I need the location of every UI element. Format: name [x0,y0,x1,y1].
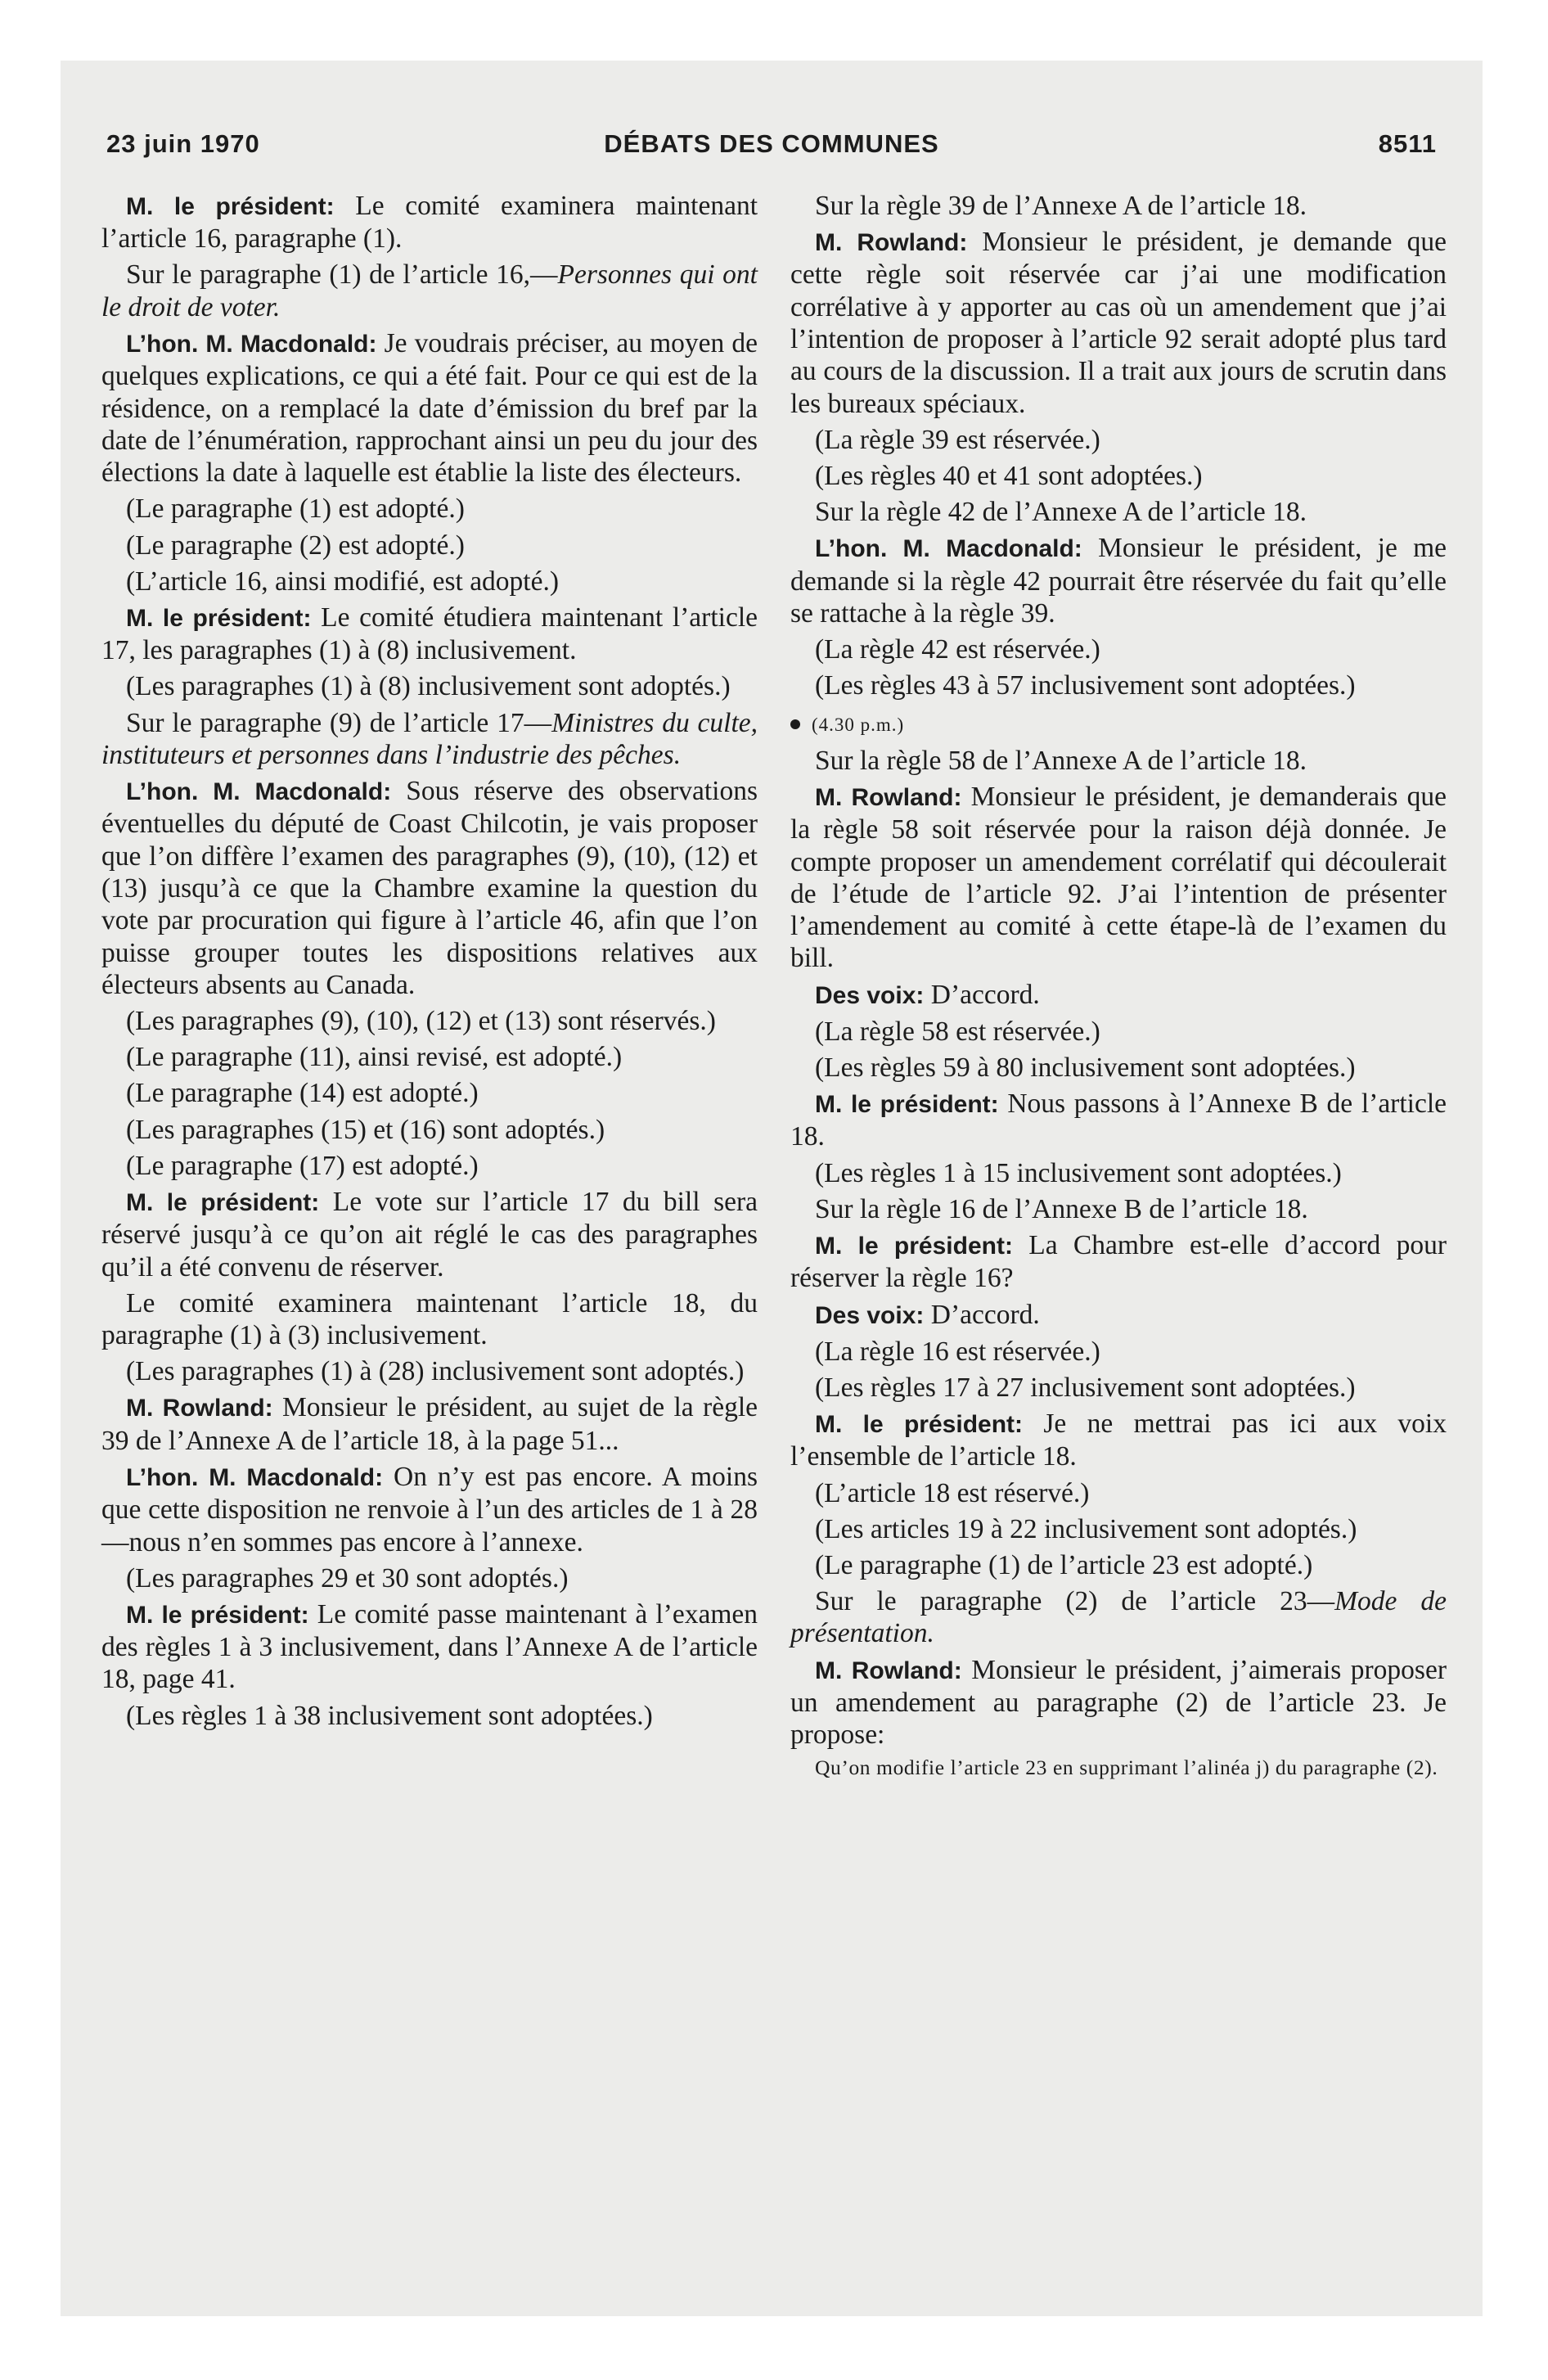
paragraph-text: (Les paragraphes (15) et (16) sont adoptés.) [126,1114,605,1145]
paragraph-text: Nous passons à l’Annexe B de l’article 18. [790,1089,1447,1152]
paragraph-text: Je voudrais préciser, au moyen de quelques explications, ce qui a été fait. Pour ce qui est de la résidence, on a remplacé la date d’émission du bref par la date de l’énumération, rapprochant ainsi un peu du jour des élections la date à laquelle est établie la liste des électeurs. [101,327,758,489]
document-page [61,61,1483,2316]
speaker-name: M. le président: [815,1233,1013,1260]
paragraph [101,493,758,525]
paragraph-text: Sur le paragraphe (1) de l’article 16,— [126,259,558,291]
paragraph [101,602,758,667]
paragraph-text: (Les règles 59 à 80 inclusivement sont adoptées.) [815,1053,1356,1083]
right-column [790,190,1447,1784]
speaker-name: M. le président: [126,604,312,632]
paragraph-text: Sur la règle 16 de l’Annexe B de l’article 18. [815,1193,1308,1224]
paragraph [790,669,1447,701]
paragraph-text: (Le paragraphe (1) de l’article 23 est adopté.) [815,1549,1313,1580]
paragraph-text: Sur le paragraphe (9) de l’article 17— [126,707,552,738]
paragraph [101,1700,758,1732]
paragraph-text: Sur le paragraphe (2) de l’article 23— [815,1586,1335,1617]
paragraph-text: (L’article 16, ainsi modifié, est adopté.) [126,566,560,597]
paragraph-text: (Les règles 43 à 57 inclusivement sont adoptées.) [815,670,1356,701]
paragraph [790,1549,1447,1581]
paragraph-text: Monsieur le président, au sujet de la règle 39 de l’Annexe A de l’article 18, à la page 51... [101,1392,758,1456]
italic-title: Personnes qui ont le droit de voter. [101,259,758,322]
paragraph-text: D’accord. [930,979,1040,1010]
paragraph-text: (Le paragraphe (14) est adopté.) [126,1078,479,1109]
speaker-name: L’hon. M. Macdonald: [815,535,1082,563]
paragraph [790,1052,1447,1084]
paragraph [790,1157,1447,1189]
paragraph [101,327,758,489]
paragraph [101,1562,758,1594]
paragraph [101,1598,758,1696]
speaker-name: L’hon. M. Macdonald: [126,330,377,358]
italic-title: Mode de présentation. [790,1586,1447,1649]
paragraph-text: (Les paragraphes (1) à (28) inclusivement sont adoptés.) [126,1356,745,1387]
paragraph-text: (Les paragraphes 29 et 30 sont adoptés.) [126,1562,569,1593]
paragraph-text: Sur la règle 58 de l’Annexe A de l’article 18. [815,745,1307,776]
paragraph [790,781,1447,975]
paragraph-text: (La règle 42 est réservée.) [815,634,1100,665]
paragraph-text: (L’article 18 est réservé.) [815,1477,1090,1508]
speaker-name: Des voix: [815,981,925,1009]
paragraph-text: (Le paragraphe (1) est adopté.) [126,494,465,525]
paragraph-text: Le comité étudiera maintenant l’article 17, les paragraphes (1) à (8) inclusivement. [101,602,758,666]
paragraph [790,532,1447,629]
paragraph-text: Monsieur le président, j’aimerais proposer un amendement au paragraphe (2) de l’article 23. Je propose: [790,1654,1447,1751]
paragraph-text: (Les règles 40 et 41 sont adoptées.) [815,461,1203,492]
paragraph-text: Sur la règle 39 de l’Annexe A de l’article 18. [815,191,1307,221]
paragraph [790,1229,1447,1295]
speaker-name: L’hon. M. Macdonald: [126,1463,384,1491]
timestamp [790,706,1447,741]
paragraph [790,1088,1447,1153]
paragraph [790,1336,1447,1368]
paragraph-text: Le comité examinera maintenant l’article 16, paragraphe (1). [101,191,758,255]
speaker-name: M. Rowland: [126,1395,273,1422]
paragraph [101,1114,758,1146]
paragraph-text: Monsieur le président, je demande que cette règle soit réservée car j’ai une modification corrélative à y apporter au cas où un amendement que j’ai l’intention de proposer à l’article 92 serait adopté plus tard au cours de la discussion. Il a trait aux jours de scrutin dans les bureaux spéciaux. [790,227,1447,419]
paragraph [101,1355,758,1387]
paragraph-text: D’accord. [930,1299,1040,1330]
paragraph-text: Monsieur le président, je me demande si la règle 42 pourrait être réservée du fait qu’elle se rattache à la règle 39. [790,533,1447,629]
header-title: DÉBATS DES COMMUNES [604,129,939,158]
paragraph [790,460,1447,492]
paragraph [101,707,758,772]
speaker-name: M. le président: [126,193,335,220]
paragraph [790,633,1447,665]
paragraph [790,1585,1447,1650]
paragraph-text: Je ne mettrai pas ici aux voix l’ensemble de l’article 18. [790,1409,1447,1472]
paragraph [790,1408,1447,1473]
paragraph [790,190,1447,222]
speaker-name: M. le président: [126,1188,320,1216]
motion-text [790,1755,1447,1780]
bullet-icon [790,719,800,729]
paragraph [790,1016,1447,1048]
paragraph [101,1150,758,1182]
italic-title: Ministres du culte, instituteurs et personnes dans l’industrie des pêches. [101,707,758,770]
paragraph [101,1391,758,1457]
left-column [101,190,758,1736]
timestamp-text: (4.30 p.m.) [812,714,905,735]
paragraph-text: (La règle 58 est réservée.) [815,1016,1100,1047]
paragraph [101,1287,758,1352]
paragraph-text: La Chambre est-elle d’accord pour réserver la règle 16? [790,1230,1447,1294]
paragraph [790,1193,1447,1225]
speaker-name: M. le président: [815,1411,1024,1439]
paragraph [101,566,758,597]
page-number: 8511 [1378,129,1437,158]
paragraph-text: Sous réserve des observations éventuelles du député de Coast Chilcotin, je vais proposer que l’on diffère l’examen des paragraphes (9), (10), (12) et (13) jusqu’à ce que la Chambre examine la question du vote par procuration qui figure à l’article 46, afin que l’on puisse grouper toutes les dispositions relatives aux électeurs absents au Canada. [101,776,758,1000]
motion-text-content: Qu’on modifie l’article 23 en supprimant l’alinéa j) du paragraphe (2). [815,1756,1438,1780]
paragraph [790,496,1447,528]
paragraph [790,1513,1447,1545]
paragraph-text: Le vote sur l’article 17 du bill sera réservé jusqu’à ce qu’on ait réglé le cas des paragraphes qu’il a été convenu de réserver. [101,1186,758,1282]
paragraph [790,1477,1447,1509]
paragraph-text: (Les règles 1 à 38 inclusivement sont adoptées.) [126,1700,653,1731]
paragraph [790,1654,1447,1751]
paragraph [790,424,1447,456]
paragraph-text: (Les paragraphes (9), (10), (12) et (13) sont réservés.) [126,1006,716,1037]
paragraph [790,979,1447,1012]
paragraph-text: (Le paragraphe (11), ainsi revisé, est adopté.) [126,1042,623,1073]
paragraph-text: (Les articles 19 à 22 inclusivement sont adoptés.) [815,1513,1357,1544]
speaker-name: M. le président: [126,1601,309,1629]
paragraph [101,190,758,255]
paragraph [101,1005,758,1037]
paragraph [101,670,758,702]
paragraph-text: Sur la règle 42 de l’Annexe A de l’article 18. [815,497,1307,528]
paragraph [790,226,1447,420]
paragraph-text: (Les paragraphes (1) à (8) inclusivement sont adoptés.) [126,671,731,702]
paragraph-text: (La règle 39 est réservée.) [815,424,1100,455]
paragraph-text: Monsieur le président, je demanderais que la règle 58 soit réservée pour la raison déjà donnée. Je compte proposer un amendement corrélatif qui découlerait de l’étude de l’article 92. J’ai l’intention de présenter l’amendement au comité à cette étape-là de l’examen du bill. [790,781,1447,974]
paragraph-text: (Les règles 17 à 27 inclusivement sont adoptées.) [815,1372,1356,1403]
paragraph [101,1461,758,1558]
speaker-name: M. Rowland: [815,1657,962,1684]
paragraph-text: Le comité examinera maintenant l’article 18, du paragraphe (1) à (3) inclusivement. [101,1287,758,1351]
speaker-name: M. Rowland: [815,229,968,257]
paragraph [101,1077,758,1109]
speaker-name: M. le président: [815,1091,999,1119]
paragraph-text: (Le paragraphe (17) est adopté.) [126,1150,479,1181]
paragraph [790,1299,1447,1332]
header-date: 23 juin 1970 [106,129,260,158]
paragraph [790,1372,1447,1404]
paragraph-text: On n’y est pas encore. A moins que cette disposition ne renvoie à l’un des articles de 1 à 28—nous n’en sommes pas encore à l’annexe. [101,1461,758,1557]
paragraph [101,1186,758,1283]
paragraph [101,1041,758,1073]
paragraph-text: (Les règles 1 à 15 inclusivement sont adoptées.) [815,1157,1342,1188]
paragraph-text: Le comité passe maintenant à l’examen des règles 1 à 3 inclusivement, dans l’Annexe A de l’article 18, page 41. [101,1598,758,1695]
paragraph [101,259,758,323]
speaker-name: L’hon. M. Macdonald: [126,778,392,806]
paragraph [790,745,1447,777]
paragraph [101,775,758,1001]
paragraph-text: (La règle 16 est réservée.) [815,1336,1100,1367]
paragraph [101,530,758,561]
speaker-name: Des voix: [815,1301,925,1329]
paragraph-text: (Le paragraphe (2) est adopté.) [126,530,465,561]
speaker-name: M. Rowland: [815,783,962,811]
